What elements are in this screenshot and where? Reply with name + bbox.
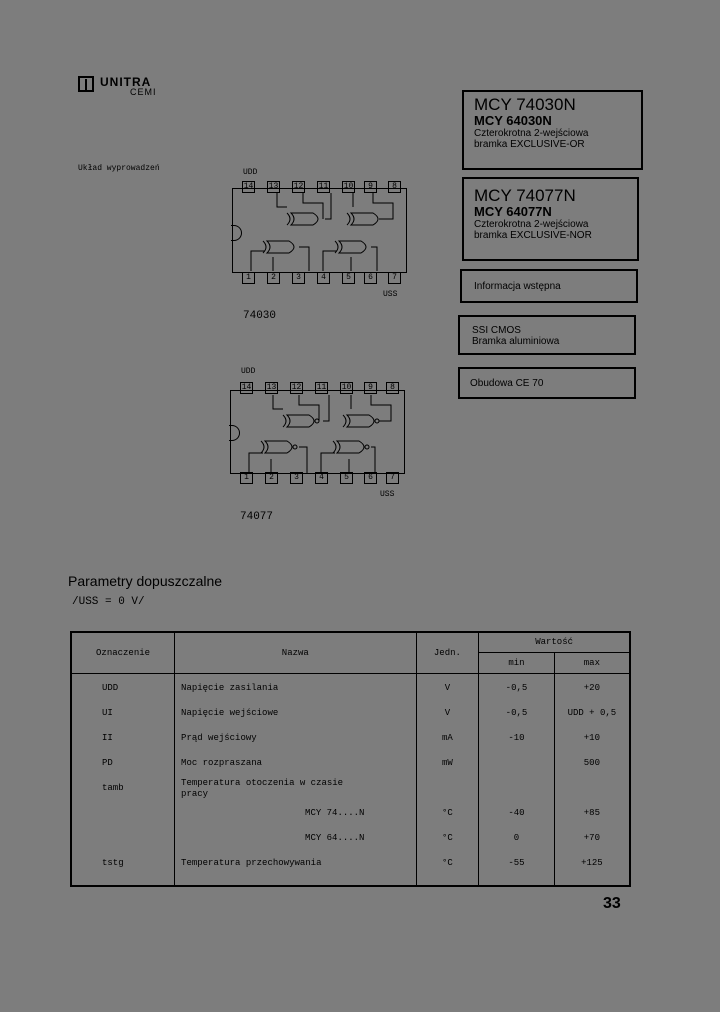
package-box [458,367,636,399]
part-number-74077: MCY 74077N [474,186,576,205]
chip1-pin: 2 [267,272,280,284]
row-name: Temperatura przechowywania [181,857,322,868]
row-max: +20 [583,682,600,693]
chip2-pin: 6 [364,472,377,484]
row-unit: °C [441,807,453,818]
header-symbol: Oznaczenie [71,632,175,673]
row-min: -55 [508,857,525,868]
params-table [70,631,631,887]
title-box-74077 [462,177,639,261]
row-max: +10 [583,732,600,743]
chip2-pin: 9 [364,382,377,394]
chip2-pin: 7 [386,472,399,484]
chip1-pin: 9 [364,181,377,193]
logo-text: UNITRA [100,75,152,89]
row-max: UDD + 0,5 [567,707,617,718]
row-symbol: tstg [102,857,124,868]
chip1-pin: 5 [342,272,355,284]
part-number-74030: MCY 74030N [474,95,576,114]
row-symbol [102,826,174,851]
chip2-pin: 14 [241,383,252,392]
row-name: Temperatura otoczenia w czasie [181,777,344,788]
chip1-pin: 12 [293,182,304,191]
chip2-pin: 13 [266,383,277,392]
chip1-label: 74030 [243,310,277,322]
row-name: Moc rozpraszana [181,757,263,768]
chip2-pin: 1 [240,472,253,484]
logo-sub: CEMI [130,87,157,97]
chip1-uss: USS [383,290,398,299]
chip2-pin: 12 [291,383,302,392]
row-symbol: II [102,732,113,743]
header-min: min [479,652,555,673]
chip1-pin: 11 [318,182,329,191]
page-number: 33 [603,895,621,912]
row-min: -0,5 [505,707,528,718]
params-condition: /USS = 0 V/ [72,596,145,608]
chip1-pin: 7 [388,272,401,284]
row-min [479,776,554,801]
row-max: +85 [583,807,600,818]
row-unit [417,776,479,801]
gate-schematic [243,193,403,271]
desc-line-1: Czterokrotna 2-wejściowa [474,128,589,139]
tech-box [458,315,636,355]
part-number-64077: MCY 64077N [474,204,552,219]
chip2-top-pins [240,382,400,394]
unitra-logo [78,76,178,98]
unitra-logo-icon [78,76,94,92]
gate-schematic [241,395,401,473]
tech-line-1: SSI CMOS [472,325,521,336]
row-unit: mW [441,757,453,768]
chip1-pin: 13 [268,182,279,191]
chip1-pin: 3 [292,272,305,284]
chip2-udd: UDD [241,367,256,376]
pinout-label: Układ wyprowadzeń [78,164,160,173]
row-name: Prąd wejściowy [181,732,257,743]
chip2-pin: 8 [386,382,399,394]
row-name-multiline [181,776,416,801]
row-name: Napięcie wejściowe [181,707,279,718]
row-name: MCY 74....N [305,807,365,818]
row-min: 0 [513,832,520,843]
chip2-bottom-pins [240,472,400,484]
row-symbol: tamb [102,782,124,793]
chip1-bottom-pins [242,272,402,284]
chip-notch [231,225,242,241]
chip1-pin: 4 [317,272,330,284]
row-min: -10 [508,732,525,743]
chip2-pin: 2 [265,472,278,484]
chip-74030 [232,188,407,273]
desc-line-1: Czterokrotna 2-wejściowa [474,219,589,230]
row-min: -40 [508,807,525,818]
tech-line-2: Bramka aluminiowa [472,336,560,347]
chip1-pin: 8 [388,181,401,193]
chip2-pin: 11 [316,383,327,392]
header-unit: Jedn. [416,632,479,673]
chip1-pin: 14 [243,182,254,191]
row-unit: °C [441,857,453,868]
chip1-pin: 6 [364,272,377,284]
row-min [479,751,554,776]
row-symbol: UI [102,707,113,718]
row-unit: °C [441,832,453,843]
row-max: +125 [581,857,603,868]
header-value: Wartość [479,632,630,652]
part-number-64030: MCY 64030N [474,113,552,128]
row-name: Napięcie zasilania [181,682,279,693]
chip1-top-pins [242,181,402,193]
params-title: Parametry dopuszczalne [68,573,223,589]
row-unit: V [444,707,451,718]
title-box-74030 [462,90,643,170]
chip1-pin: 10 [343,182,354,191]
desc-line-2: bramka EXCLUSIVE-NOR [474,230,592,241]
chip1-udd: UDD [243,168,258,177]
row-max: +70 [583,832,600,843]
chip2-pin: 5 [340,472,353,484]
chip2-pin: 4 [315,472,328,484]
chip-notch [229,425,240,441]
row-min: -0,5 [505,682,528,693]
info-box [460,269,638,303]
row-symbol: UDD [102,682,119,693]
row-max: 500 [583,757,600,768]
row-name-cont: pracy [181,788,209,799]
row-max [555,776,629,801]
desc-line-2: bramka EXCLUSIVE-OR [474,139,585,150]
chip2-pin: 10 [341,383,352,392]
row-name: MCY 64....N [305,832,365,843]
header-max: max [554,652,630,673]
chip1-pin: 1 [242,272,255,284]
row-unit: mA [441,732,453,743]
row-symbol: PD [102,757,113,768]
chip2-label: 74077 [240,511,274,523]
chip2-uss: USS [380,490,395,499]
info-text: Informacja wstępna [474,281,561,292]
row-symbol [102,801,174,826]
row-unit: V [444,682,451,693]
chip-74077 [230,390,405,474]
chip2-pin: 3 [290,472,303,484]
header-name: Nazwa [175,632,417,673]
package-text: Obudowa CE 70 [470,378,544,389]
